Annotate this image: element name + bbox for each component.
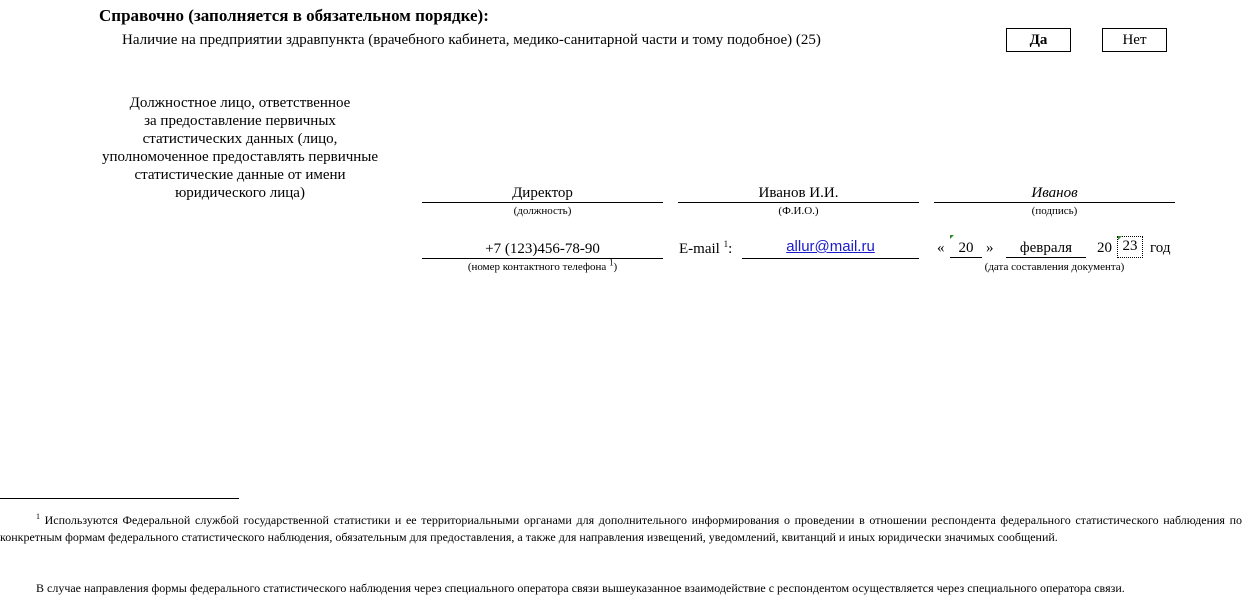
phone-footnote-mark: 1	[608, 257, 614, 268]
field-marker-icon	[1118, 236, 1122, 240]
signature-caption: (подпись)	[1031, 205, 1078, 217]
phone-caption: (номер контактного телефона $^1$)	[467, 257, 618, 273]
full-name-caption: (Ф.И.О.)	[778, 205, 819, 217]
yes-checkbox[interactable]: Да	[1006, 28, 1071, 52]
date-caption: (дата составления документа)	[984, 261, 1125, 273]
email-label	[679, 240, 732, 258]
health-point-question: Наличие на предприятии здравпункта (врачебного кабинета, медико-санитарной части и тому подобное) (25)	[122, 32, 821, 48]
phone-field[interactable]: +7 (123)456-78-90	[422, 240, 663, 259]
date-year-prefix: 20	[1097, 240, 1112, 256]
email-footnote-mark: 1	[723, 239, 729, 249]
responsible-official-label: Должностное лицо, ответственное за предоставление первичных статистических данных (лицо, уполномоченное предоставлять первичные статистические данные от имени юридического лица)	[101, 95, 379, 201]
operator-note: В случае направления формы федерального статистического наблюдения через специального оператора связи вышеуказанное взаимодействие с респондентом осуществляется через специального оператора связи.	[36, 581, 1125, 595]
email-label-text: E-mail	[679, 241, 720, 257]
email-field[interactable]	[742, 238, 919, 259]
date-day-field[interactable]	[950, 239, 982, 258]
footnote-body: Используются Федеральной службой государственной статистики и ее территориальными органами для дополнительного информирования о проведении в отношении респондента федерального статистического наблюдения по конкретным формам федерального статистического наблюдения, обязательным для предоставления, а также для направления извещений, уведомлений, квитанций и иных юридически значимых сообщений.	[0, 513, 1242, 544]
email-link[interactable]: allur@mail.ru	[786, 238, 875, 255]
date-close-quote: »	[986, 240, 994, 256]
position-caption: (должность)	[513, 205, 572, 217]
date-year-field[interactable]	[1117, 236, 1143, 258]
footnote-mark: 1	[36, 512, 40, 521]
date-day-value: 20	[958, 240, 974, 256]
phone-caption-text: (номер контактного телефона	[467, 261, 607, 273]
footnote-text	[0, 512, 1242, 545]
no-checkbox[interactable]: Нет	[1102, 28, 1167, 52]
field-marker-icon	[950, 235, 954, 239]
email-label-colon: :	[728, 241, 733, 257]
date-year-value: 23	[1122, 238, 1138, 254]
date-open-quote: «	[937, 240, 945, 256]
signature-field[interactable]: Иванов	[934, 184, 1175, 203]
full-name-field[interactable]: Иванов И.И.	[678, 184, 919, 203]
position-field[interactable]: Директор	[422, 184, 663, 203]
section-heading: Справочно (заполняется в обязательном порядке):	[99, 6, 489, 25]
footnote-divider	[0, 498, 239, 499]
date-year-word: год	[1150, 240, 1171, 256]
date-month-field[interactable]: февраля	[1006, 239, 1086, 258]
